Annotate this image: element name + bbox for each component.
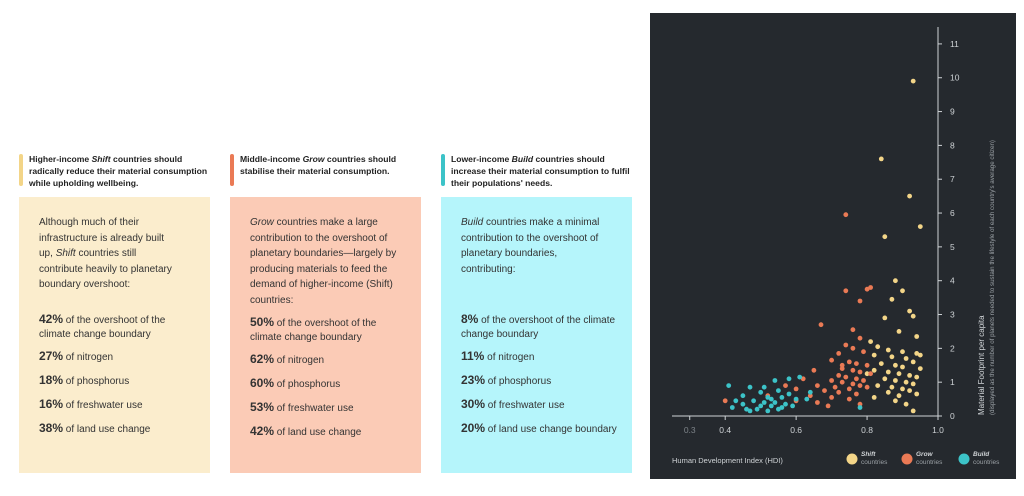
grow-stat-nitrogen: 62% of nitrogen	[250, 352, 325, 366]
build-heading	[441, 153, 641, 189]
y-tick-label: 4	[950, 275, 955, 286]
y-tick-label: 6	[950, 208, 955, 219]
data-point-shift	[872, 368, 877, 373]
shift-intro: Although much of their infrastructure is already built up, Shift countries still contribute heavily to planetary boundary overshoot:	[39, 217, 172, 290]
data-point-build	[794, 397, 799, 402]
shift-color-bar	[19, 154, 23, 186]
legend-label-grow: Grow	[916, 451, 933, 458]
data-point-build	[733, 398, 738, 403]
data-point-grow	[858, 370, 863, 375]
data-point-grow	[858, 299, 863, 304]
data-point-shift	[879, 361, 884, 366]
y-tick-label: 9	[950, 106, 955, 117]
data-point-shift	[918, 366, 923, 371]
data-point-grow	[851, 382, 856, 387]
data-point-grow	[840, 380, 845, 385]
data-point-shift	[911, 79, 916, 84]
data-point-build	[776, 388, 781, 393]
x-axis-title: Human Development Index (HDI)	[672, 456, 783, 465]
data-point-grow	[851, 368, 856, 373]
data-point-grow	[858, 336, 863, 341]
data-point-shift	[882, 376, 887, 381]
data-point-shift	[904, 380, 909, 385]
data-point-shift	[900, 349, 905, 354]
data-point-grow	[865, 363, 870, 368]
data-point-shift	[890, 354, 895, 359]
x-tick-label: 0.4	[719, 425, 732, 435]
scatter-chart	[650, 13, 1016, 479]
data-point-shift	[872, 353, 877, 358]
legend-sub-shift: countries	[861, 459, 888, 466]
data-point-grow	[861, 349, 866, 354]
data-point-build	[762, 400, 767, 405]
scatter-chart-panel	[650, 13, 1016, 479]
shift-card	[19, 197, 210, 473]
data-point-build	[755, 407, 760, 412]
build-stat-nitrogen: 11% of nitrogen	[461, 349, 535, 363]
data-point-shift	[904, 356, 909, 361]
build-heading-text: Lower-income Build countries should increase their material consumption to fulfil their populations' needs.	[451, 154, 630, 188]
data-point-build	[804, 397, 809, 402]
build-stat-landuse: 20% of land use change boundary	[461, 421, 617, 435]
data-point-grow	[847, 387, 852, 392]
build-card	[441, 197, 632, 473]
data-point-shift	[911, 409, 916, 414]
data-point-shift	[882, 316, 887, 321]
data-point-shift	[900, 387, 905, 392]
data-point-shift	[907, 388, 912, 393]
y-tick-label: 7	[950, 174, 955, 185]
data-point-build	[758, 404, 763, 409]
data-point-build	[773, 378, 778, 383]
data-point-grow	[794, 387, 799, 392]
grow-stat-landuse: 42% of land use change	[250, 424, 362, 438]
data-point-shift	[914, 334, 919, 339]
shift-stat-phosphorus: 18% of phosphorus	[39, 373, 130, 387]
data-point-grow	[836, 373, 841, 378]
y-tick-label: 10	[950, 72, 960, 83]
data-point-build	[748, 409, 753, 414]
data-point-build	[741, 402, 746, 407]
data-point-shift	[914, 375, 919, 380]
data-point-build	[787, 392, 792, 397]
grow-color-bar	[230, 154, 234, 186]
data-point-build	[780, 395, 785, 400]
data-point-shift	[907, 373, 912, 378]
legend-label-shift: Shift	[861, 451, 876, 458]
data-point-shift	[918, 353, 923, 358]
data-point-shift	[907, 194, 912, 199]
y-tick-label: 3	[950, 309, 955, 320]
data-point-shift	[918, 224, 923, 229]
data-point-build	[726, 383, 731, 388]
data-point-shift	[886, 390, 891, 395]
data-point-grow	[723, 398, 728, 403]
data-point-shift	[893, 398, 898, 403]
data-point-grow	[851, 346, 856, 351]
data-point-grow	[812, 368, 817, 373]
legend-sub-grow: countries	[916, 459, 943, 466]
y-tick-label: 2	[950, 343, 955, 354]
data-point-grow	[843, 375, 848, 380]
data-point-shift	[875, 383, 880, 388]
data-point-grow	[815, 400, 820, 405]
data-point-build	[790, 404, 795, 409]
data-point-shift	[911, 382, 916, 387]
data-point-grow	[843, 288, 848, 293]
data-point-grow	[851, 327, 856, 332]
legend-marker-shift	[847, 454, 858, 465]
data-point-build	[762, 385, 767, 390]
legend-sub-build: countries	[973, 459, 1000, 466]
x-tick-label: 0.8	[861, 425, 873, 435]
legend-marker-build	[959, 454, 970, 465]
data-point-grow	[847, 360, 852, 365]
y-tick-label: 0	[950, 411, 955, 421]
data-point-shift	[886, 348, 891, 353]
data-point-grow	[833, 385, 838, 390]
data-point-shift	[893, 363, 898, 368]
legend-label-build: Build	[973, 451, 990, 458]
grow-card	[230, 197, 421, 473]
data-point-grow	[829, 378, 834, 383]
grow-stat-climate: 50% of the overshoot of the climate change boundary	[250, 315, 377, 343]
build-stat-freshwater: 30% of freshwater use	[461, 397, 565, 411]
data-point-grow	[815, 383, 820, 388]
y-tick-label: 1	[950, 377, 955, 388]
data-point-grow	[854, 376, 859, 381]
data-point-shift	[900, 288, 905, 293]
y-axis-note: (displayed as the number of planets needed to sustain the lifestyle of each country's average citizen)	[989, 140, 996, 415]
data-point-grow	[847, 397, 852, 402]
data-point-build	[730, 405, 735, 410]
data-point-grow	[819, 322, 824, 327]
y-axis-title: Material Footprint per capita	[977, 315, 986, 415]
data-point-grow	[836, 390, 841, 395]
data-point-grow	[868, 371, 873, 376]
y-tick-label: 5	[950, 241, 955, 252]
data-point-shift	[879, 157, 884, 162]
data-point-grow	[829, 358, 834, 363]
x-tick-label: 1.0	[932, 425, 944, 435]
data-point-build	[748, 385, 753, 390]
data-point-shift	[890, 385, 895, 390]
data-point-shift	[886, 370, 891, 375]
grow-intro: Grow countries make a large contribution to the overshoot of planetary boundaries—largely by producing materials to feed the demand of higher-income (Shift) countries:	[250, 217, 397, 306]
data-point-build	[783, 402, 788, 407]
data-point-build	[773, 400, 778, 405]
data-point-grow	[854, 392, 859, 397]
data-point-grow	[829, 395, 834, 400]
build-color-bar	[441, 154, 445, 186]
data-point-grow	[783, 383, 788, 388]
data-point-shift	[897, 371, 902, 376]
y-tick-label: 11	[950, 38, 959, 49]
data-point-build	[751, 398, 756, 403]
data-point-shift	[897, 329, 902, 334]
shift-stat-climate: 42% of the overshoot of the climate change boundary	[39, 312, 166, 340]
build-stat-phosphorus: 23% of phosphorus	[461, 373, 552, 387]
data-point-build	[769, 397, 774, 402]
data-point-grow	[822, 388, 827, 393]
data-point-build	[808, 390, 813, 395]
data-point-shift	[882, 234, 887, 239]
data-point-grow	[826, 404, 831, 409]
data-point-grow	[854, 361, 859, 366]
data-point-build	[758, 390, 763, 395]
data-point-grow	[865, 385, 870, 390]
data-point-grow	[843, 343, 848, 348]
data-point-grow	[840, 363, 845, 368]
data-point-build	[797, 375, 802, 380]
data-point-shift	[890, 297, 895, 302]
data-point-grow	[858, 383, 863, 388]
grow-heading	[230, 153, 430, 186]
shift-stat-landuse: 38% of land use change	[39, 421, 151, 435]
data-point-shift	[911, 314, 916, 319]
data-point-shift	[914, 392, 919, 397]
data-point-grow	[843, 212, 848, 217]
data-point-shift	[897, 393, 902, 398]
data-point-build	[765, 409, 770, 414]
shift-heading-text: Higher-income Shift countries should radically reduce their material consumption while upholding wellbeing.	[29, 154, 208, 188]
data-point-build	[769, 404, 774, 409]
build-intro: Build countries make a minimal contribution to the overshoot of planetary boundaries, contributing:	[461, 217, 600, 275]
grow-stat-phosphorus: 60% of phosphorus	[250, 376, 341, 390]
data-point-shift	[893, 278, 898, 283]
data-point-build	[858, 405, 863, 410]
data-point-shift	[872, 395, 877, 400]
x-tick-label: 0.6	[790, 425, 803, 435]
legend-marker-grow	[902, 454, 913, 465]
data-point-build	[776, 407, 781, 412]
shift-stat-nitrogen: 27% of nitrogen	[39, 349, 114, 363]
data-point-shift	[911, 360, 916, 365]
data-point-shift	[868, 339, 873, 344]
shift-stat-freshwater: 16% of freshwater use	[39, 397, 143, 411]
x-tick-label: 0.3	[683, 425, 696, 435]
data-point-shift	[904, 402, 909, 407]
y-tick-label: 8	[950, 140, 955, 151]
data-point-build	[741, 393, 746, 398]
data-point-shift	[900, 365, 905, 370]
data-point-build	[787, 376, 792, 381]
shift-heading	[19, 153, 219, 189]
data-point-grow	[836, 351, 841, 356]
data-point-shift	[907, 309, 912, 314]
data-point-grow	[861, 378, 866, 383]
build-stat-climate: 8% of the overshoot of the climate change boundary	[461, 312, 616, 340]
grow-heading-text: Middle-income Grow countries should stabilise their material consumption.	[240, 154, 397, 176]
data-point-shift	[893, 378, 898, 383]
data-point-grow	[865, 287, 870, 292]
grow-stat-freshwater: 53% of freshwater use	[250, 400, 354, 414]
data-point-shift	[875, 344, 880, 349]
